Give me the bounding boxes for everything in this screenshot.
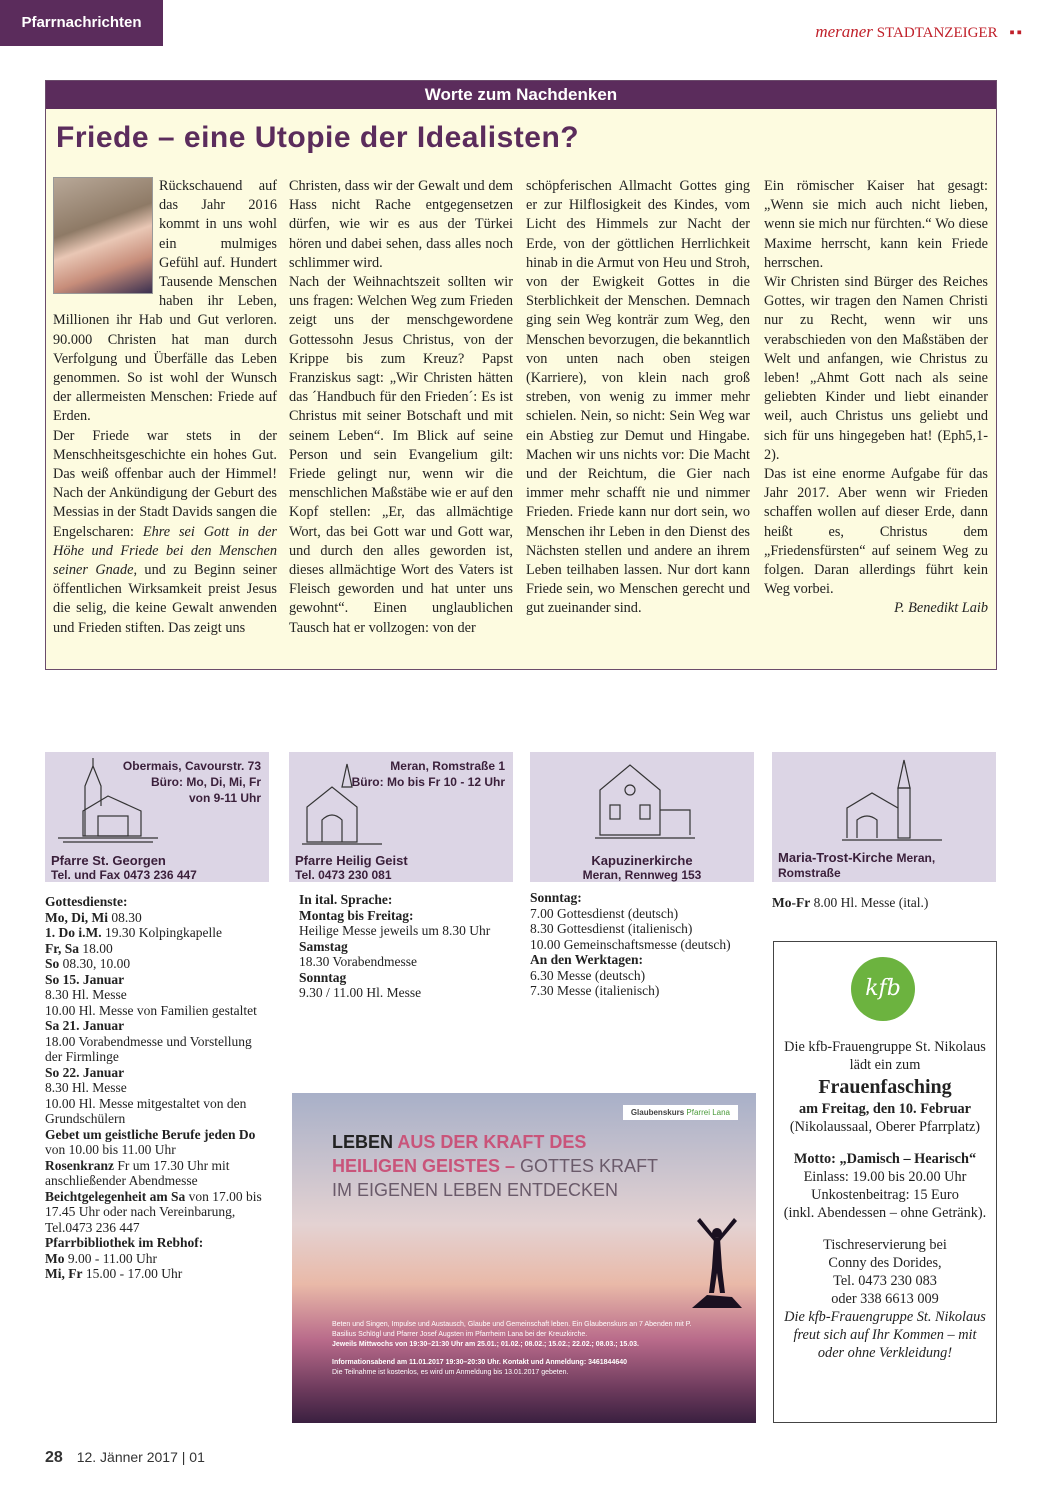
schedule-line: 18.00 Vorabendmesse und Vorstellung der Firmlinge xyxy=(45,1033,252,1064)
schedule-kapuzinerkirche xyxy=(530,890,755,999)
parish-address: Obermais, Cavourstr. 73 Büro: Mo, Di, Mi, Fr von 9-11 Uhr xyxy=(122,759,261,805)
schedule-line: Montag bis Freitag: xyxy=(299,907,414,923)
schedule-line: Gottesdienste: xyxy=(45,894,128,909)
issue-date: 12. Jänner 2017 | 01 xyxy=(76,1449,205,1465)
schedule-line: Mo 9.00 - 11.00 Uhr xyxy=(45,1250,157,1266)
parish-address: Meran, Rennweg 153 xyxy=(582,868,702,882)
parish-name: Pfarre St. Georgen xyxy=(51,853,166,868)
article-column-4 xyxy=(764,177,988,619)
parish-address: Meran, Romstraße 1 Büro: Mo bis Fr 10 - 12 Uhr xyxy=(351,759,505,789)
schedule-line: 10.00 Hl. Messe mitgestaltet von den Grundschülern xyxy=(45,1095,247,1126)
article-paragraph: schöpferischen Allmacht Gottes ging er zur Hilflosigkeit des Kindes, vom Licht des Himmels zur Nacht der Erde, von der göttlichen Herrlichkeit hinab in die Armut von Heu und Stroh, von der Ewigkeit Gottes in die Sterblichkeit der Menschen. Demnach ging sein Weg konträr zum Weg, den Menschen bevorzugen, die bekanntlich von unten nach oben steigen (Karriere), von klein nach groß streben, von wenig zu immer mehr schielen. Nein, so nicht: Sein Weg war ein Abstieg zur Demut und Hingabe. Machen wir uns nichts vor: Die Macht und der Reichtum, die Gier nach immer mehr schafft nie und nimmer Frieden. Friede kann nur dort sein, wo Menschen ihr Leben in den Dienst des Nächsten stellen und andere an ihrem Leben teilhaben lassen. Nur dort kann Friede sein, wo Menschen gerecht und gut zueinander sind. xyxy=(526,178,750,617)
schedule-line: An den Werktagen: xyxy=(530,952,644,967)
schedule-line: 8.30 Hl. Messe xyxy=(45,1080,127,1095)
schedule-line: 10.00 Gemeinschaftsmesse (deutsch) xyxy=(530,936,731,952)
schedule-line: Fr, Sa 18.00 xyxy=(45,940,113,956)
schedule-st-georgen xyxy=(45,894,270,1282)
schedule-maria-trost xyxy=(772,895,997,911)
article-column-2 xyxy=(289,177,513,638)
parish-phone: Tel. 0473 230 081 xyxy=(295,868,392,882)
schedule-line: 7.30 Messe (italienisch) xyxy=(530,983,660,998)
schedule-line: von 10.00 bis 11.00 Uhr xyxy=(45,1142,176,1157)
ad-headline: LEBEN AUS DER KRAFT DES HEILIGEN GEISTES – GOTTES KRAFT IM EIGENEN LEBEN ENTDECKEN xyxy=(332,1132,659,1200)
article-paragraph: Der Friede war stets in der Menschheitsgeschichte ein hohes Gut. Das weiß offenbar auch der Himmel! Nach der Ankündigung der Geburt des Messias in der Stadt Davids sangen die Engelscharen: Ehre sei Gott in der Höhe und Friede bei den Menschen seiner Gnade, und zu Beginn seiner öffentlichen Wirksamkeit preist Jesus die selig, die keine Gewalt anwenden und Frieden stiften. Das zeigt uns xyxy=(53,427,277,636)
kfb-event-box xyxy=(773,941,997,1423)
schedule-line: Samstag xyxy=(299,938,348,954)
schedule-line: Beichtgelegenheit am Sa von 17.00 bis 17.45 Uhr oder nach Vereinbarung, Tel.0473 236 447 xyxy=(45,1188,262,1235)
article-paragraph: Wir Christen sind Bürger des Reiches Gottes, wir tragen den Namen Christi nur zu Recht, wenn wir uns verabschieden von den Maßstäben der Welt und anfangen, wie Christus zu leben! „Ahmt Gott nach als seine geliebten Kinder und liebt einander weil, auch Christus uns geliebt und sich für uns hingegeben hat! (Eph5,1-2). xyxy=(764,274,988,463)
ad-details: Beten und Singen, Impulse und Austausch, Glaube und Gemeinschaft leben. Ein Glaubenskurs an 7 Abenden mit P. Basilius Schlögl und Pfarrer Josef Augsten im Pfarrheim Lana bei der Kreuzkirche. Jeweils Mittwochs von 19:30–21:30 Uhr am 25.01.; 01.02.; 08.02.; 15.02.; 22.02.; 08.03.; 15.03. Informationsabend am 11.01.2017 19:30–20:30 Uhr. Kontakt und Anmeldung: 3461844640 Die Teilnahme ist kostenlos, es wird um Anmeldung bis 13.01.2017 gebeten. xyxy=(332,1321,692,1376)
parish-name: Pfarre Heilig Geist xyxy=(295,853,408,868)
glaubenskurs-ad xyxy=(292,1093,756,1423)
schedule-line: 6.30 Messe (deutsch) xyxy=(530,967,646,983)
schedule-line: So 08.30, 10.00 xyxy=(45,956,131,971)
schedule-line: 7.00 Gottesdienst (deutsch) xyxy=(530,905,679,921)
schedule-line: Sonntag: xyxy=(530,890,582,905)
masthead-brand: meraner xyxy=(815,22,873,41)
parish-phone: Tel. und Fax 0473 236 447 xyxy=(51,868,197,882)
article-column-1 xyxy=(53,177,277,638)
kfb-text: Die kfb-Frauengruppe St. Nikolaus lädt ein zum Frauenfasching am Freitag, den 10. Februar (Nikolaussaal, Oberer Pfarrplatz) Motto: „Damisch – Hearisch“ Einlass: 19.00 bis 20.00 Uhr Unkostenbeitrag: 15 Euro (inkl. Abendessen – ohne Getränk). Tischreservierung bei Conny des Dorides, Tel. 0473 230 083 oder 338 6613 009 Die kfb-Frauengruppe St. Nikolaus freut sich auf Ihr Kommen – mit oder ohne Verkleidung! xyxy=(783,1039,987,1361)
church-icon xyxy=(595,760,695,845)
ad-tag: Glaubenskurs Pfarrei Lana xyxy=(623,1105,738,1120)
article-paragraph: Ein römischer Kaiser hat gesagt: „Wenn sie mich auch nicht lieben, wenn sie mich nur fürchten.“ Wo diese Maxime herrscht, kann kein Friede herrschen. xyxy=(764,178,988,271)
schedule-line: 1. Do i.M. 19.30 Kolpingkapelle xyxy=(45,925,222,940)
schedule-line: Sa 21. Januar xyxy=(45,1018,125,1033)
page-number: 28 xyxy=(45,1449,63,1466)
parish-name: Maria-Trost-Kirche Meran, Romstraße xyxy=(778,850,936,880)
author-portrait xyxy=(53,177,153,294)
schedule-heilig-geist xyxy=(299,892,514,1001)
article-paragraph: Nach der Weihnachtszeit sollten wir uns fragen: Welchen Weg zum Frieden zeigt uns der menschgewordene Gottessohn Jesus Christus, von der Krippe bis zum Kreuz? Papst Franziskus sagt: „Wir Christen hätten das ´Handbuch für den Frieden´: Es ist Christus mit seiner Botschaft und mit seinem Leben“. Im Blick auf seine Person und sein Evangelium gilt: Friede gelingt nur, wenn wir die menschlichen Maßstäbe wie er auf den Kopf stellen: „Er, das allmächtige Wort, das bei Gott war und Gott war, und durch den alles geworden ist, dieses allmächtige Wort des Vaters ist Fleisch geworden und hat unter uns gewohnt“. Einen unglaublichen Tausch hat er vollzogen: von der xyxy=(289,274,513,636)
schedule-line: Gebet um geistliche Berufe jeden Do xyxy=(45,1126,256,1142)
schedule-line: 8.30 Gottesdienst (italienisch) xyxy=(530,921,693,936)
article-band: Worte zum Nachdenken xyxy=(46,81,996,109)
schedule-line: 9.30 / 11.00 Hl. Messe xyxy=(299,985,422,1000)
schedule-line: So 15. Januar xyxy=(45,971,125,987)
schedule-line: Heilige Messe jeweils um 8.30 Uhr xyxy=(299,923,491,938)
parish-card-kapuzinerkirche xyxy=(530,752,754,882)
schedule-line: 10.00 Hl. Messe von Familien gestaltet xyxy=(45,1002,257,1018)
article-column-3 xyxy=(526,177,750,619)
schedule-line: In ital. Sprache: xyxy=(299,892,393,907)
article-author: P. Benedikt Laib xyxy=(894,600,988,617)
kfb-logo: kfb xyxy=(851,957,915,1021)
schedule-line: Sonntag xyxy=(299,969,347,985)
schedule-line: So 22. Januar xyxy=(45,1064,125,1080)
masthead-dots: ▪▪ xyxy=(1009,25,1024,41)
masthead xyxy=(815,22,1024,42)
schedule-line: Mo, Di, Mi 08.30 xyxy=(45,909,142,925)
article-paragraph: Das ist eine enorme Aufgabe für das Jahr 2017. Aber wenn wir Frieden schaffen wollen auf dieser Erde, dann heißt es, Christus dem „Friedensfürsten“ auf seinem Weg zu folgen. Daran allerdings führt kein Weg vorbei. xyxy=(764,466,988,598)
parish-card-st-georgen xyxy=(45,752,269,882)
page-footer xyxy=(45,1449,205,1467)
parish-card-maria-trost xyxy=(772,752,996,882)
article-title: Friede – eine Utopie der Idealisten? xyxy=(56,121,580,154)
schedule-line: Rosenkranz Fr um 17.30 Uhr mit anschließender Abendmesse xyxy=(45,1157,230,1188)
article-paragraph: Christen, dass wir der Gewalt und dem Hass nicht Rache entgegensetzen dürfen, wie wir es aus der Türkei hören und dabei sehen, dass alles noch schlimmer wird. xyxy=(289,178,513,271)
article-paragraph: Rückschauend auf das Jahr 2016 kommt in uns wohl ein mulmiges Gefühl auf. Hundert Tausende Menschen haben ihr Leben, Millionen ihr Hab und Gut verloren. 90.000 Christen hat man durch Verfolgung und Überfälle das Leben genommen. So ist wohl der Wunsch der allermeisten Menschen: Friede auf Erden. xyxy=(53,178,277,425)
parish-card-heilig-geist xyxy=(289,752,513,882)
church-icon xyxy=(842,758,942,853)
schedule-line: 18.30 Vorabendmesse xyxy=(299,954,417,969)
schedule-line: Pfarrbibliothek im Rebhof: xyxy=(45,1235,204,1250)
schedule-line: Mi, Fr 15.00 - 17.00 Uhr xyxy=(45,1266,183,1281)
parish-name: Kapuzinerkirche xyxy=(591,853,693,868)
article-box xyxy=(45,80,997,670)
schedule-line: Mo-Fr 8.00 Hl. Messe (ital.) xyxy=(772,895,929,910)
schedule-line: 8.30 Hl. Messe xyxy=(45,987,127,1002)
section-tab: Pfarrnachrichten xyxy=(0,0,163,46)
masthead-brand-rest: STADTANZEIGER xyxy=(876,25,998,41)
hiker-silhouette-icon xyxy=(692,1213,742,1313)
